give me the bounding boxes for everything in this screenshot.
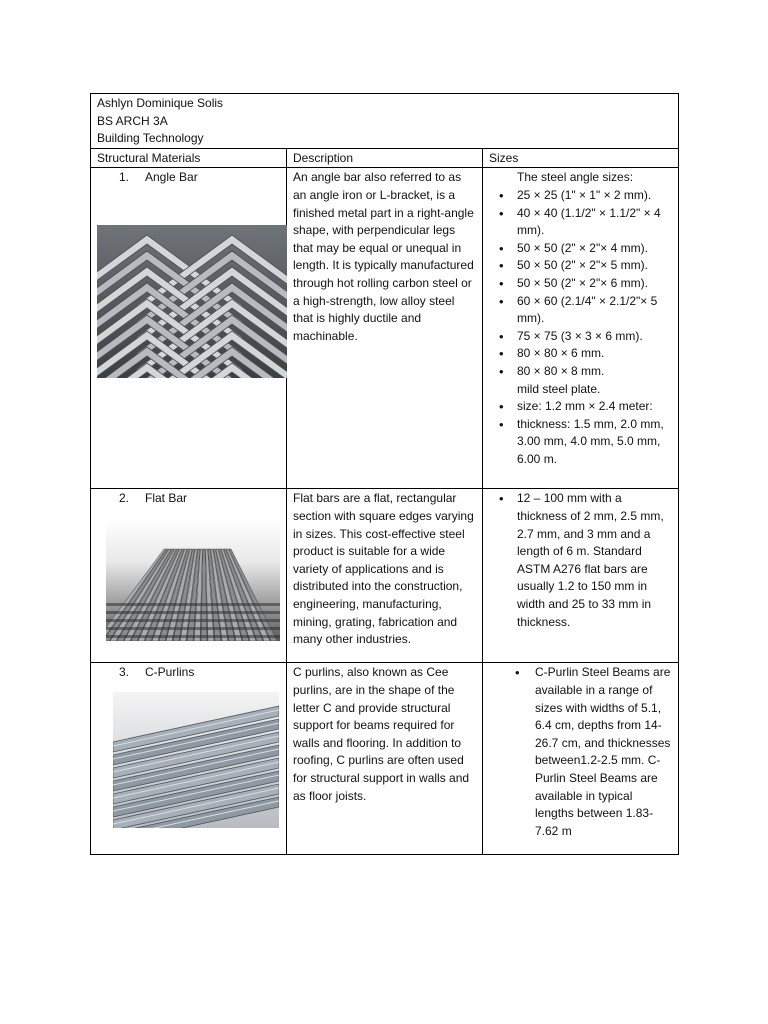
- description-text: Flat bars are a flat, rectangular section with square edges varying in sizes. This cost-effective steel product is suitable for a wide variety of applications and is distributed into the construction, engineering, manufacturing, mining, grating, fabrication and many other industries.: [293, 491, 474, 647]
- sizes-list: [489, 664, 672, 840]
- list-item: • 60 × 60 (2.1/4" × 2.1/2"× 5 mm).: [489, 293, 672, 328]
- materials-table: [90, 93, 679, 855]
- material-number: 3.: [119, 665, 130, 680]
- sizes-plain-note: mild steel plate.: [517, 381, 601, 396]
- sizes-cell: [483, 663, 679, 855]
- list-item: • thickness: 1.5 mm, 2.0 mm, 3.00 mm, 4.0 mm, 5.0 mm, 6.00 m.: [489, 416, 672, 469]
- sizes-list: [489, 490, 672, 631]
- sizes-list-extra: [489, 398, 672, 468]
- list-item: • 12 – 100 mm with a thickness of 2 mm, 2.5 mm, 2.7 mm, and 3 mm and a length of 6 m. Standard ASTM A276 flat bars are usually 1.2 to 150 mm in width and 25 to 33 mm in thickness.: [489, 490, 672, 631]
- list-item: • 50 × 50 (2" × 2"× 5 mm).: [489, 257, 672, 275]
- material-name: Flat Bar: [145, 491, 188, 506]
- column-header-row: [91, 148, 679, 168]
- table-row: [91, 663, 679, 855]
- material-number: 2.: [119, 491, 130, 506]
- document-sheet: [90, 93, 679, 855]
- description-cell: [287, 489, 483, 663]
- description-text: C purlins, also known as Cee purlins, are in the shape of the letter C and provide structural support for beams required for walls and flooring. In addition to roofing, C purlins are often used for structural support in walls and as floor joists.: [293, 665, 470, 803]
- column-header-sizes: Sizes: [483, 148, 679, 168]
- angle-bar-photo: [97, 225, 287, 378]
- course-title: Building Technology: [97, 131, 204, 146]
- sizes-intro: The steel angle sizes:: [517, 170, 634, 185]
- flat-bar-edge: [106, 611, 280, 614]
- material-name: Angle Bar: [145, 170, 198, 185]
- list-item: • 50 × 50 (2" × 2"× 6 mm).: [489, 275, 672, 293]
- sizes-cell: [483, 168, 679, 489]
- flat-bar-photo: [106, 519, 280, 641]
- flat-bar-edge: [106, 635, 280, 638]
- list-item: • C-Purlin Steel Beams are available in a range of sizes with widths of 5.1, 6.4 cm, depths from 14-26.7 cm, and thicknesses between1.2-2.5 mm. C-Purlin Steel Beams are available in typical lengths between 1.83-7.62 m: [489, 664, 672, 840]
- material-cell: [91, 168, 287, 489]
- student-info-cell: [91, 94, 679, 149]
- c-purlin-photo: [113, 692, 279, 828]
- flat-bar-edge: [106, 627, 280, 630]
- list-item: • 50 × 50 (2" × 2"× 4 mm).: [489, 240, 672, 258]
- list-item: • size: 1.2 mm × 2.4 meter:: [489, 398, 672, 416]
- list-item: • 80 × 80 × 8 mm.: [489, 363, 672, 381]
- flat-bar-edge: [106, 603, 280, 606]
- list-item: • 25 × 25 (1" × 1" × 2 mm).: [489, 187, 672, 205]
- sizes-list: [489, 187, 672, 381]
- material-title: [97, 490, 280, 508]
- description-cell: [287, 663, 483, 855]
- list-item: • 75 × 75 (3 × 3 × 6 mm).: [489, 328, 672, 346]
- description-text: An angle bar also referred to as an angle iron or L-bracket, is a finished metal part in a right-angle shape, with perpendicular legs that may be equal or unequal in length. It is typically manufactured through hot rolling carbon steel or a high-strength, low alloy steel that is highly ductile and machinable.: [293, 170, 474, 343]
- material-cell: [91, 663, 287, 855]
- material-number: 1.: [119, 170, 130, 185]
- sizes-cell: [483, 489, 679, 663]
- table-row: [91, 489, 679, 663]
- column-header-description: Description: [287, 148, 483, 168]
- material-cell: [91, 489, 287, 663]
- column-header-materials: Structural Materials: [91, 148, 287, 168]
- flat-bar-edge: [106, 619, 280, 622]
- list-item: • 80 × 80 × 6 mm.: [489, 345, 672, 363]
- student-section: BS ARCH 3A: [97, 113, 168, 128]
- table-row: [91, 168, 679, 489]
- description-cell: [287, 168, 483, 489]
- header-row: [91, 94, 679, 149]
- student-name: Ashlyn Dominique Solis: [97, 96, 224, 110]
- material-title: [97, 169, 280, 187]
- list-item: • 40 × 40 (1.1/2" × 1.1/2" × 4 mm).: [489, 205, 672, 240]
- material-title: [97, 664, 280, 682]
- material-name: C-Purlins: [145, 665, 195, 680]
